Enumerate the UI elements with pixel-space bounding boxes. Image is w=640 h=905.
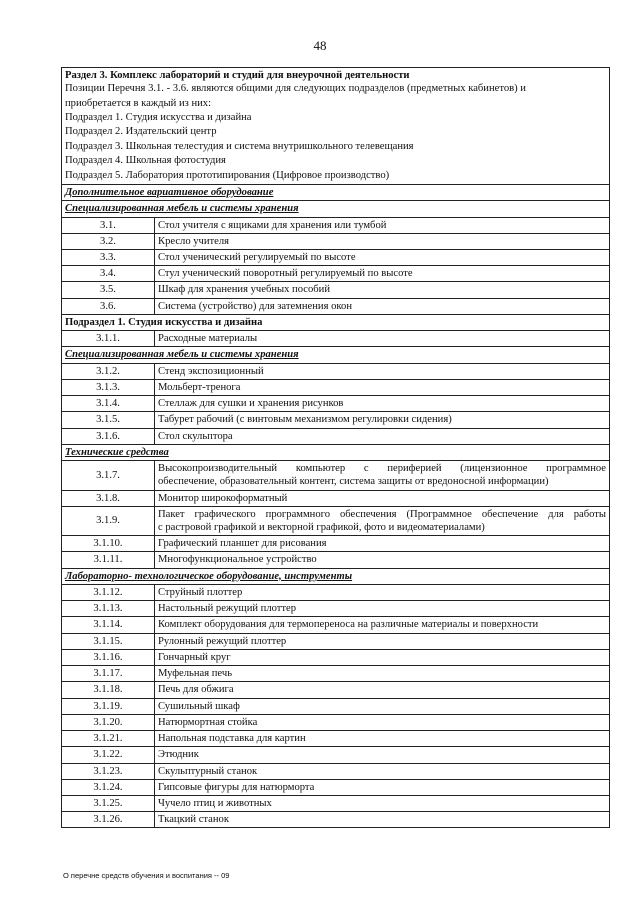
item-number: 3.1.4. xyxy=(62,396,155,412)
equipment-table xyxy=(61,67,610,828)
item-number: 3.2. xyxy=(62,233,155,249)
item-name: Чучело птиц и животных xyxy=(155,795,610,811)
table-row xyxy=(62,666,610,682)
item-number: 3.1.26. xyxy=(62,812,155,828)
item-number: 3.4. xyxy=(62,266,155,282)
table-row xyxy=(62,747,610,763)
item-number: 3.1.11. xyxy=(62,552,155,568)
table-row xyxy=(62,412,610,428)
item-name: Стеллаж для сушки и хранения рисунков xyxy=(155,396,610,412)
item-number: 3.1.15. xyxy=(62,633,155,649)
section-line: Подраздел 4. Школьная фотостудия xyxy=(65,155,226,167)
item-number: 3.1.25. xyxy=(62,795,155,811)
item-number: 3.1.23. xyxy=(62,763,155,779)
table-row xyxy=(62,428,610,444)
item-name: Муфельная печь xyxy=(155,666,610,682)
group-header-row xyxy=(62,347,610,363)
item-name: Скульптурный станок xyxy=(155,763,610,779)
item-name: Печь для обжига xyxy=(155,682,610,698)
item-number: 3.6. xyxy=(62,298,155,314)
item-number: 3.1.18. xyxy=(62,682,155,698)
table-row xyxy=(62,601,610,617)
item-name: Многофункциональное устройство xyxy=(155,552,610,568)
item-number: 3.1.12. xyxy=(62,584,155,600)
table-row xyxy=(62,763,610,779)
table-row xyxy=(62,266,610,282)
table-row xyxy=(62,731,610,747)
item-name: Стол учителя с ящиками для хранения или тумбой xyxy=(155,217,610,233)
group-title: Лабораторно- технологическое оборудование, инструменты xyxy=(62,568,610,584)
item-number: 3.1.17. xyxy=(62,666,155,682)
item-number: 3.1.16. xyxy=(62,649,155,665)
section-line: Позиции Перечня 3.1. - 3.6. являются общими для следующих подразделов (предметных кабинетов) и xyxy=(65,83,526,95)
table-row xyxy=(62,331,610,347)
item-number: 3.1.14. xyxy=(62,617,155,633)
item-name: Гипсовые фигуры для натюрморта xyxy=(155,779,610,795)
group-title: Специализированная мебель и системы хранения xyxy=(62,347,610,363)
item-number: 3.1.24. xyxy=(62,779,155,795)
item-name: Система (устройство) для затемнения окон xyxy=(155,298,610,314)
item-name: Гончарный круг xyxy=(155,649,610,665)
table-row xyxy=(62,633,610,649)
item-number: 3.1. xyxy=(62,217,155,233)
section-line: Подраздел 3. Школьная телестудия и система внутришкольного телевещания xyxy=(65,140,414,152)
table-row xyxy=(62,649,610,665)
table-row xyxy=(62,779,610,795)
table-row xyxy=(62,282,610,298)
table-row xyxy=(62,552,610,568)
item-name-line: Пакет графического программного обеспечения (Программное обеспечение для работы xyxy=(158,508,606,520)
group-header-row xyxy=(62,201,610,217)
group-header-row xyxy=(62,185,610,201)
section-line: Подраздел 1. Студия искусства и дизайна xyxy=(65,112,252,124)
item-name: Этюдник xyxy=(155,747,610,763)
item-name: Табурет рабочий (с винтовым механизмом регулировки сидения) xyxy=(155,412,610,428)
page-number: 48 xyxy=(313,38,327,53)
group-title: Специализированная мебель и системы хранения xyxy=(62,201,610,217)
item-number: 3.1.20. xyxy=(62,714,155,730)
item-number: 3.1.10. xyxy=(62,536,155,552)
item-name: Ткацкий станок xyxy=(155,812,610,828)
item-number: 3.1.21. xyxy=(62,731,155,747)
table-row xyxy=(62,714,610,730)
section-line: Подраздел 2. Издательский центр xyxy=(65,126,217,138)
item-number: 3.1.13. xyxy=(62,601,155,617)
section-line: приобретается в каждый из них: xyxy=(65,97,212,109)
group-title: Дополнительное вариативное оборудование xyxy=(62,185,610,201)
item-number: 3.1.3. xyxy=(62,379,155,395)
table-row xyxy=(62,217,610,233)
table-row xyxy=(62,250,610,266)
item-number: 3.1.2. xyxy=(62,363,155,379)
subsection-header-row xyxy=(62,314,610,330)
table-row xyxy=(62,682,610,698)
footer-note: О перечне средств обучения и воспитания -- 09 xyxy=(63,871,230,880)
table-row xyxy=(62,490,610,506)
item-name: Графический планшет для рисования xyxy=(155,536,610,552)
item-name: Комплект оборудования для термопереноса на различные материалы и поверхности xyxy=(155,617,610,633)
item-name: Расходные материалы xyxy=(155,331,610,347)
table-row xyxy=(62,584,610,600)
item-name: Струйный плоттер xyxy=(155,584,610,600)
item-name-line: с растровой графикой и векторной графикой, фото и видеоматериалами) xyxy=(158,522,485,533)
table-row xyxy=(62,698,610,714)
subsection-title: Подраздел 1. Студия искусства и дизайна xyxy=(62,314,610,330)
group-title: Технические средства xyxy=(62,444,610,460)
section-title: Раздел 3. Комплекс лабораторий и студий для внеурочной деятельности xyxy=(65,70,410,81)
table-row xyxy=(62,812,610,828)
item-name: Стол ученический регулируемый по высоте xyxy=(155,250,610,266)
item-number: 3.1.22. xyxy=(62,747,155,763)
item-number: 3.1.7. xyxy=(62,461,155,490)
item-name-line: обеспечение, образовательный контент, система защиты от вредоносной информации) xyxy=(158,476,549,488)
item-number: 3.1.8. xyxy=(62,490,155,506)
item-name xyxy=(155,461,610,490)
item-name: Натюрмортная стойка xyxy=(155,714,610,730)
table-row xyxy=(62,617,610,633)
item-name: Настольный режущий плоттер xyxy=(155,601,610,617)
section-line: Подраздел 5. Лаборатория прототипирования (Цифровое производство) xyxy=(65,169,390,181)
item-name: Стенд экспозиционный xyxy=(155,363,610,379)
section-description xyxy=(65,82,606,183)
table-row xyxy=(62,379,610,395)
item-number: 3.1.6. xyxy=(62,428,155,444)
item-number: 3.1.19. xyxy=(62,698,155,714)
table-row xyxy=(62,461,610,490)
item-name: Стул ученический поворотный регулируемый по высоте xyxy=(155,266,610,282)
item-number: 3.3. xyxy=(62,250,155,266)
item-name: Рулонный режущий плоттер xyxy=(155,633,610,649)
item-number: 3.5. xyxy=(62,282,155,298)
section-header-row xyxy=(62,68,610,185)
item-name: Напольная подставка для картин xyxy=(155,731,610,747)
table-row xyxy=(62,396,610,412)
table-row xyxy=(62,795,610,811)
item-name: Сушильный шкаф xyxy=(155,698,610,714)
item-number: 3.1.9. xyxy=(62,506,155,535)
item-name: Стол скульптора xyxy=(155,428,610,444)
item-name: Кресло учителя xyxy=(155,233,610,249)
item-name-line: Высокопроизводительный компьютер с периферией (лицензионное программное xyxy=(158,463,606,475)
item-number: 3.1.1. xyxy=(62,331,155,347)
table-row xyxy=(62,298,610,314)
item-name: Монитор широкоформатный xyxy=(155,490,610,506)
group-header-row xyxy=(62,568,610,584)
table-row xyxy=(62,506,610,535)
item-number: 3.1.5. xyxy=(62,412,155,428)
table-row xyxy=(62,363,610,379)
item-name: Мольберт-тренога xyxy=(155,379,610,395)
group-header-row xyxy=(62,444,610,460)
table-row xyxy=(62,536,610,552)
item-name xyxy=(155,506,610,535)
table-row xyxy=(62,233,610,249)
item-name: Шкаф для хранения учебных пособий xyxy=(155,282,610,298)
